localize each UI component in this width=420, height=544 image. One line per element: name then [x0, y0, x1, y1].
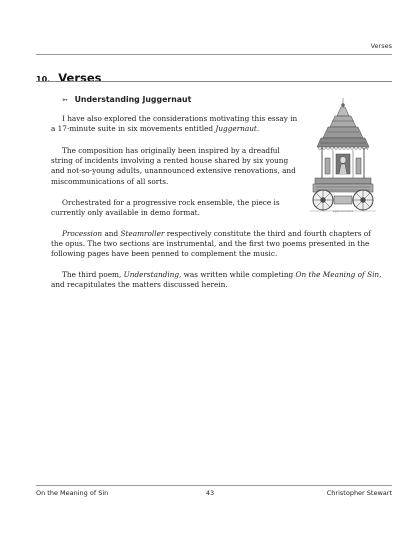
page-number: 43	[205, 489, 215, 497]
paragraph-2	[51, 146, 301, 187]
paragraph-5-end: , and recapitulates the matters discussed herein.	[51, 270, 382, 290]
book-title-reference: On the Meaning of Sin	[295, 270, 380, 279]
procession-title: Procession	[62, 229, 103, 238]
paragraph-4-joiner: and	[102, 229, 121, 238]
paragraph-4-text: respectively constitute the third and fourth chapters of the opus. The two sections are instrumental, and the first two poems presented in the following pages have been penned to complement the music.	[51, 229, 371, 259]
paragraph-3	[51, 198, 301, 218]
chapter-title	[36, 67, 102, 86]
section-heading-text: Understanding Juggernaut	[74, 95, 192, 104]
title-rule	[36, 81, 392, 82]
footer-author: Christopher Stewart	[326, 489, 392, 497]
section-heading	[62, 95, 191, 104]
steamroller-title: Steamroller	[120, 229, 165, 238]
paragraph-5-start: The third poem,	[62, 270, 124, 279]
paragraph-3-text: Orchestrated for a progressive rock ensemble, the piece is currently only available in demo format.	[51, 198, 280, 218]
paragraph-1-end: .	[256, 124, 260, 134]
paragraph-5	[51, 270, 384, 290]
paragraph-4	[51, 229, 384, 260]
paragraph-1	[51, 114, 301, 134]
juggernaut-chariot-illustration	[308, 96, 378, 218]
paragraph-1-text: I have also explored the considerations motivating this essay in a 17-minute suite in six movements entitled	[51, 114, 298, 134]
understanding-title: Understanding	[123, 270, 180, 279]
footer-book-title: On the Meaning of Sin	[36, 489, 109, 497]
chariot-engraving-icon	[308, 96, 378, 218]
header-rule	[36, 54, 392, 55]
suite-title: Juggernaut	[215, 124, 257, 134]
arrow-icon: ➳	[62, 96, 68, 104]
paragraph-5-middle: , was written while completing	[179, 270, 296, 279]
running-header: Verses	[370, 42, 392, 50]
figure-caption: Juggernaut chariot	[332, 210, 354, 213]
chapter-number: 10.	[36, 75, 51, 84]
chapter-name: Verses	[58, 71, 102, 85]
paragraph-2-text: The composition has originally been inspired by a dreadful string of incidents involving a rented house shared by six young and not-so-young adults, unannounced extensive renovations, and miscommunications of all sorts.	[51, 146, 296, 186]
footer-rule	[36, 485, 392, 486]
